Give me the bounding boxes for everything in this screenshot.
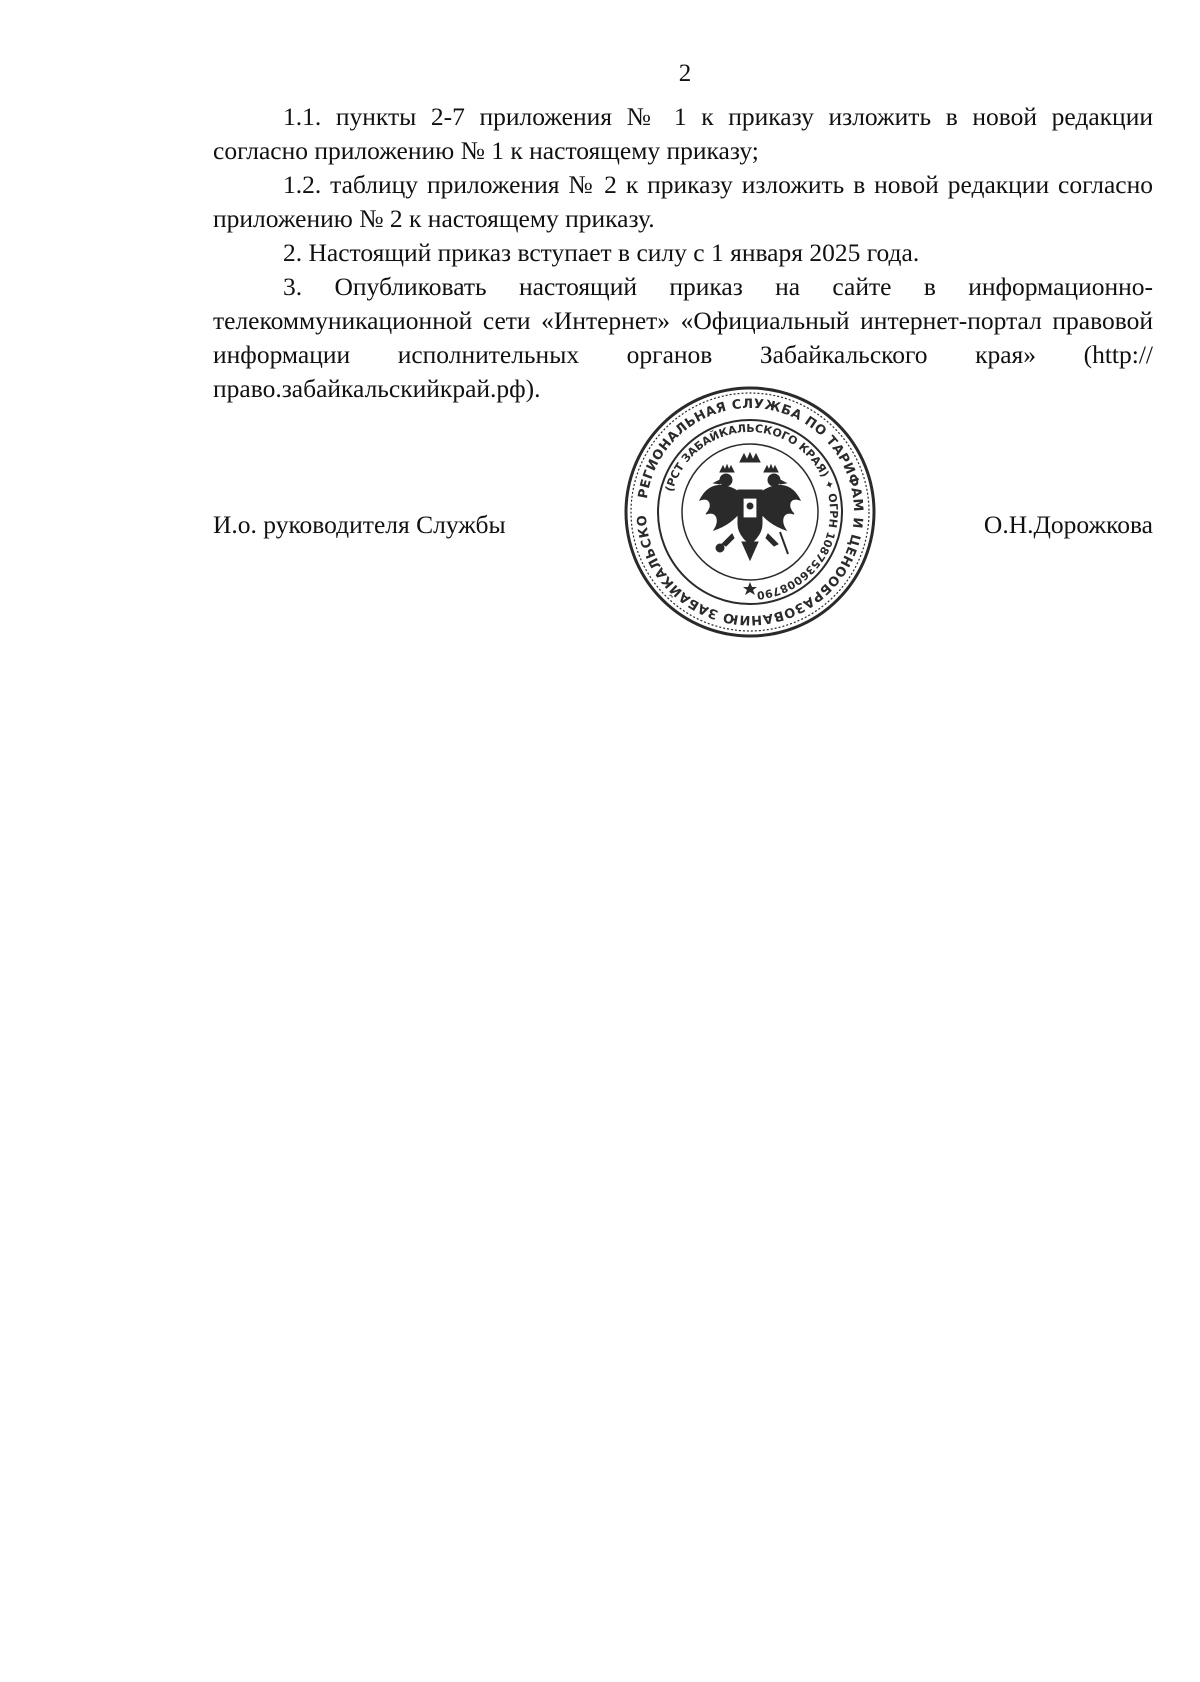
paragraph-3: 3. Опубликовать настоящий приказ на сайте в информационно-телекоммуникационной сети «Интернет» «Официальный интернет-портал правовой информации исполнительных органов Забайкальского края» (http://право.забайкальскийкрай.рф). xyxy=(213,272,1153,403)
official-seal xyxy=(622,384,878,640)
eagle-emblem-icon xyxy=(700,453,800,560)
paragraph-2: 2. Настоящий приказ вступает в силу с 1 января 2025 года. xyxy=(283,238,920,267)
seal-star-icon xyxy=(743,582,757,595)
signatory-position: И.о. руководителя Службы xyxy=(213,510,506,539)
seal-inner-text: (РСТ ЗАБАЙКАЛЬСКОГО КРАЯ) ✦ ОГРН 1087536008790 xyxy=(662,421,841,602)
order-body xyxy=(213,100,1153,406)
page-number: 2 xyxy=(678,60,692,87)
seal-outer-text: РЕГИОНАЛЬНАЯ СЛУЖБА ПО ТАРИФАМ И ЦЕНООБРАЗОВАНИЮ ЗАБАЙКАЛЬСКО xyxy=(634,396,866,628)
paragraph-1-1: 1.1. пункты 2-7 приложения № 1 к приказу изложить в новой редакции согласно приложению № 1 к настоящему приказу; xyxy=(213,102,1153,165)
signatory-name: О.Н.Дорожкова xyxy=(983,510,1153,539)
paragraph-1-2: 1.2. таблицу приложения № 2 к приказу изложить в новой редакции согласно приложению № 2 к настоящему приказу. xyxy=(213,170,1153,233)
seal-graphic xyxy=(622,384,878,640)
